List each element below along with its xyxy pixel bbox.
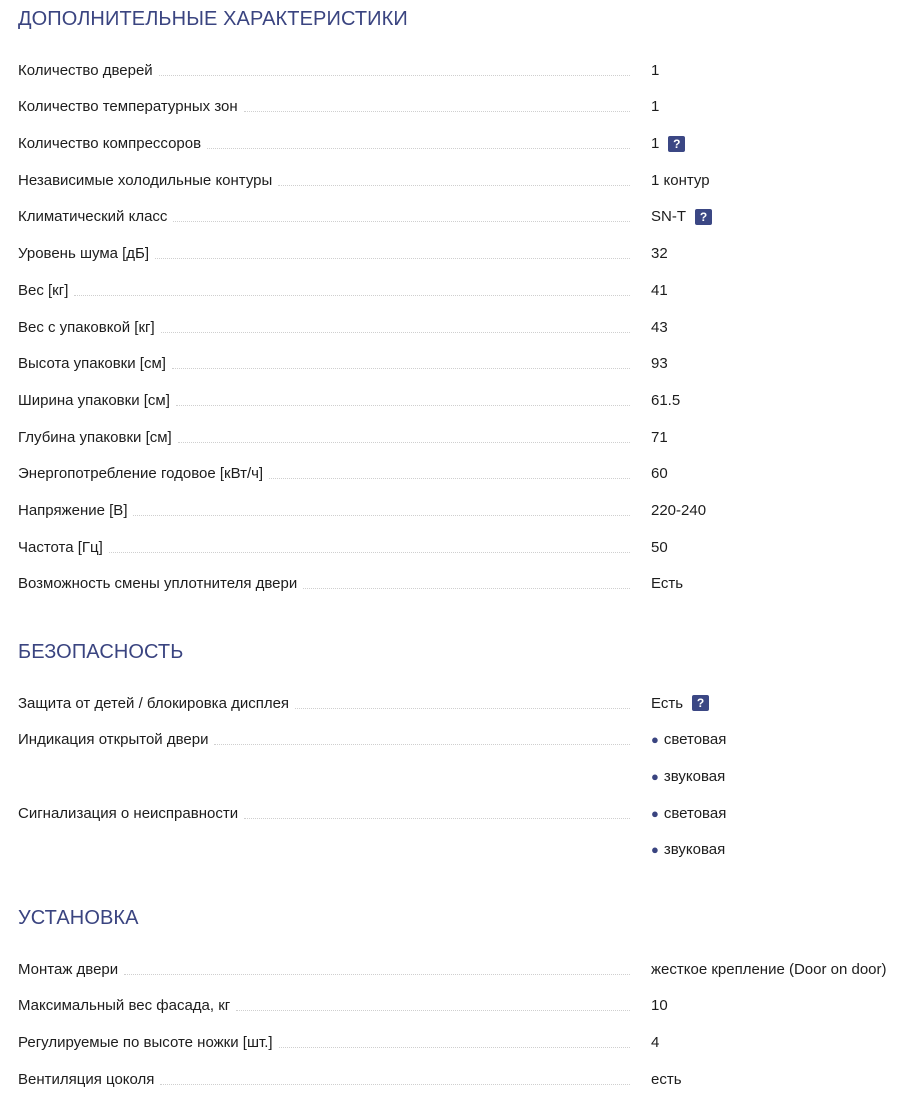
spec-label-text: Вес с упаковкой [кг] bbox=[18, 318, 155, 336]
spec-value bbox=[651, 695, 709, 722]
spec-label-text: Энергопотребление годовое [кВт/ч] bbox=[18, 465, 264, 483]
spec-value-text: жесткое крепление (Door on door) bbox=[651, 960, 887, 978]
spec-value-text: 1 контур bbox=[651, 171, 710, 189]
spec-value-text: 1 bbox=[651, 61, 660, 79]
spec-row bbox=[18, 988, 908, 1025]
spec-label bbox=[18, 539, 640, 566]
dotted-leader bbox=[244, 818, 630, 819]
dotted-leader bbox=[207, 148, 630, 149]
spec-value bbox=[651, 62, 659, 89]
spec-label bbox=[18, 245, 640, 272]
spec-value bbox=[651, 841, 725, 868]
spec-label bbox=[18, 392, 640, 419]
help-icon[interactable]: ? bbox=[668, 136, 685, 152]
dotted-leader bbox=[214, 744, 630, 745]
spec-label-text: Уровень шума [дБ] bbox=[18, 245, 150, 263]
spec-row bbox=[18, 89, 908, 126]
dotted-leader bbox=[109, 552, 630, 553]
section-title: ДОПОЛНИТЕЛЬНЫЕ ХАРАКТЕРИСТИКИ bbox=[18, 8, 408, 30]
spec-label-text: Индикация открытой двери bbox=[18, 731, 209, 749]
spec-label-text: Вес [кг] bbox=[18, 281, 69, 299]
dotted-leader bbox=[161, 332, 630, 333]
dotted-leader bbox=[176, 405, 630, 406]
spec-label-text: Защита от детей / блокировка дисплея bbox=[18, 694, 290, 712]
spec-row bbox=[18, 566, 908, 603]
spec-row bbox=[18, 685, 908, 722]
spec-value-text: звуковая bbox=[663, 768, 726, 786]
spec-label bbox=[18, 429, 640, 456]
dotted-leader bbox=[279, 1047, 630, 1048]
spec-row bbox=[18, 162, 908, 199]
spec-label bbox=[18, 575, 640, 602]
spec-value-text: 41 bbox=[651, 281, 668, 299]
dotted-leader bbox=[244, 111, 630, 112]
spec-label bbox=[18, 135, 640, 162]
help-icon[interactable]: ? bbox=[692, 695, 709, 711]
spec-row bbox=[18, 758, 908, 795]
spec-value bbox=[651, 997, 668, 1024]
spec-value bbox=[651, 98, 659, 125]
spec-value-text: 43 bbox=[651, 318, 668, 336]
spec-label bbox=[18, 172, 640, 199]
spec-value bbox=[651, 805, 726, 832]
spec-value bbox=[651, 502, 706, 529]
dotted-leader bbox=[178, 442, 630, 443]
spec-value-text: 60 bbox=[651, 465, 668, 483]
spec-label-text: Климатический класс bbox=[18, 208, 168, 226]
spec-value-text: Есть bbox=[651, 575, 684, 593]
spec-value-text: 220-240 bbox=[651, 501, 707, 519]
spec-value-text: 1 bbox=[651, 135, 660, 153]
dotted-leader bbox=[173, 221, 630, 222]
bullet-icon: ● bbox=[651, 805, 659, 821]
section-additional-specs bbox=[18, 0, 908, 602]
spec-value-text: 32 bbox=[651, 245, 668, 263]
dotted-leader bbox=[74, 295, 630, 296]
spec-label-text: Количество температурных зон bbox=[18, 98, 238, 116]
spec-value-text: 10 bbox=[651, 997, 668, 1015]
spec-row bbox=[18, 235, 908, 272]
spec-label bbox=[18, 855, 640, 868]
spec-label-text: Вентиляция цоколя bbox=[18, 1070, 155, 1088]
section-installation bbox=[18, 899, 908, 1098]
spec-value bbox=[651, 731, 726, 758]
spec-value bbox=[651, 135, 685, 162]
section-title: УСТАНОВКА bbox=[18, 907, 139, 929]
spec-list bbox=[18, 951, 908, 1098]
dotted-leader bbox=[133, 515, 630, 516]
spec-label bbox=[18, 1034, 640, 1061]
spec-value-text: 93 bbox=[651, 355, 668, 373]
spec-row bbox=[18, 492, 908, 529]
spec-value-text: 50 bbox=[651, 538, 668, 556]
spec-label bbox=[18, 805, 640, 832]
spec-label-text: Количество компрессоров bbox=[18, 135, 202, 153]
spec-row bbox=[18, 346, 908, 383]
spec-value bbox=[651, 355, 668, 382]
spec-label bbox=[18, 282, 640, 309]
spec-value bbox=[651, 245, 668, 272]
spec-value bbox=[651, 392, 680, 419]
spec-label bbox=[18, 502, 640, 529]
spec-value bbox=[651, 208, 712, 235]
spec-label-text: Регулируемые по высоте ножки [шт.] bbox=[18, 1034, 273, 1052]
spec-list bbox=[18, 52, 908, 602]
spec-value-text: световая bbox=[663, 804, 727, 822]
spec-value bbox=[651, 539, 668, 566]
spec-label bbox=[18, 782, 640, 795]
spec-row bbox=[18, 272, 908, 309]
bullet-icon: ● bbox=[651, 769, 659, 785]
dotted-leader bbox=[172, 368, 630, 369]
spec-label-text: Монтаж двери bbox=[18, 960, 119, 978]
spec-value bbox=[651, 465, 668, 492]
section-safety bbox=[18, 633, 908, 868]
spec-label-text: Независимые холодильные контуры bbox=[18, 171, 273, 189]
spec-row bbox=[18, 529, 908, 566]
spec-value bbox=[651, 282, 668, 309]
spec-row bbox=[18, 832, 908, 869]
bullet-icon: ● bbox=[651, 842, 659, 858]
spec-label bbox=[18, 695, 640, 722]
spec-value-text: Есть bbox=[651, 694, 684, 712]
spec-label bbox=[18, 731, 640, 758]
dotted-leader bbox=[269, 478, 630, 479]
dotted-leader bbox=[236, 1010, 630, 1011]
dotted-leader bbox=[278, 185, 630, 186]
spec-value-text: 71 bbox=[651, 428, 668, 446]
spec-value-text: 1 bbox=[651, 98, 660, 116]
spec-row bbox=[18, 382, 908, 419]
spec-label-text: Возможность смены уплотнителя двери bbox=[18, 575, 298, 593]
spec-row bbox=[18, 951, 908, 988]
spec-label bbox=[18, 62, 640, 89]
spec-value bbox=[651, 172, 710, 199]
spec-row bbox=[18, 309, 908, 346]
spec-row bbox=[18, 199, 908, 236]
spec-label-text: Частота [Гц] bbox=[18, 538, 103, 556]
dotted-leader bbox=[295, 708, 630, 709]
spec-list bbox=[18, 685, 908, 868]
spec-value bbox=[651, 1071, 682, 1098]
spec-label-text: Количество дверей bbox=[18, 61, 153, 79]
spec-row bbox=[18, 419, 908, 456]
spec-value bbox=[651, 961, 887, 988]
spec-value-text: 4 bbox=[651, 1034, 660, 1052]
spec-label bbox=[18, 355, 640, 382]
spec-label-text: Напряжение [В] bbox=[18, 501, 128, 519]
dotted-leader bbox=[303, 588, 630, 589]
spec-row bbox=[18, 1061, 908, 1098]
dotted-leader bbox=[155, 258, 630, 259]
spec-row bbox=[18, 722, 908, 759]
spec-value-text: световая bbox=[663, 731, 727, 749]
spec-label-text: Максимальный вес фасада, кг bbox=[18, 997, 231, 1015]
spec-label bbox=[18, 961, 640, 988]
spec-value bbox=[651, 319, 668, 346]
dotted-leader bbox=[160, 1084, 630, 1085]
section-title: БЕЗОПАСНОСТЬ bbox=[18, 641, 184, 663]
spec-label bbox=[18, 208, 640, 235]
spec-value bbox=[651, 575, 683, 602]
spec-value-text: звуковая bbox=[663, 841, 726, 859]
spec-value-text: 61.5 bbox=[651, 391, 681, 409]
spec-value-text: есть bbox=[651, 1070, 682, 1088]
spec-label bbox=[18, 98, 640, 125]
spec-label-text: Высота упаковки [см] bbox=[18, 355, 166, 373]
spec-label bbox=[18, 997, 640, 1024]
spec-label-text: Сигнализация о неисправности bbox=[18, 804, 239, 822]
spec-label bbox=[18, 319, 640, 346]
help-icon[interactable]: ? bbox=[695, 209, 712, 225]
spec-value-text: SN-T bbox=[651, 208, 686, 226]
spec-value bbox=[651, 768, 725, 795]
spec-row bbox=[18, 1024, 908, 1061]
spec-value bbox=[651, 429, 668, 456]
spec-value bbox=[651, 1034, 659, 1061]
dotted-leader bbox=[159, 75, 630, 76]
spec-label bbox=[18, 465, 640, 492]
spec-row bbox=[18, 125, 908, 162]
spec-row bbox=[18, 52, 908, 89]
spec-label-text: Ширина упаковки [см] bbox=[18, 391, 170, 409]
spec-row bbox=[18, 795, 908, 832]
dotted-leader bbox=[124, 974, 630, 975]
spec-label-text: Глубина упаковки [см] bbox=[18, 428, 172, 446]
spec-label bbox=[18, 1071, 640, 1098]
bullet-icon: ● bbox=[651, 732, 659, 748]
spec-row bbox=[18, 456, 908, 493]
